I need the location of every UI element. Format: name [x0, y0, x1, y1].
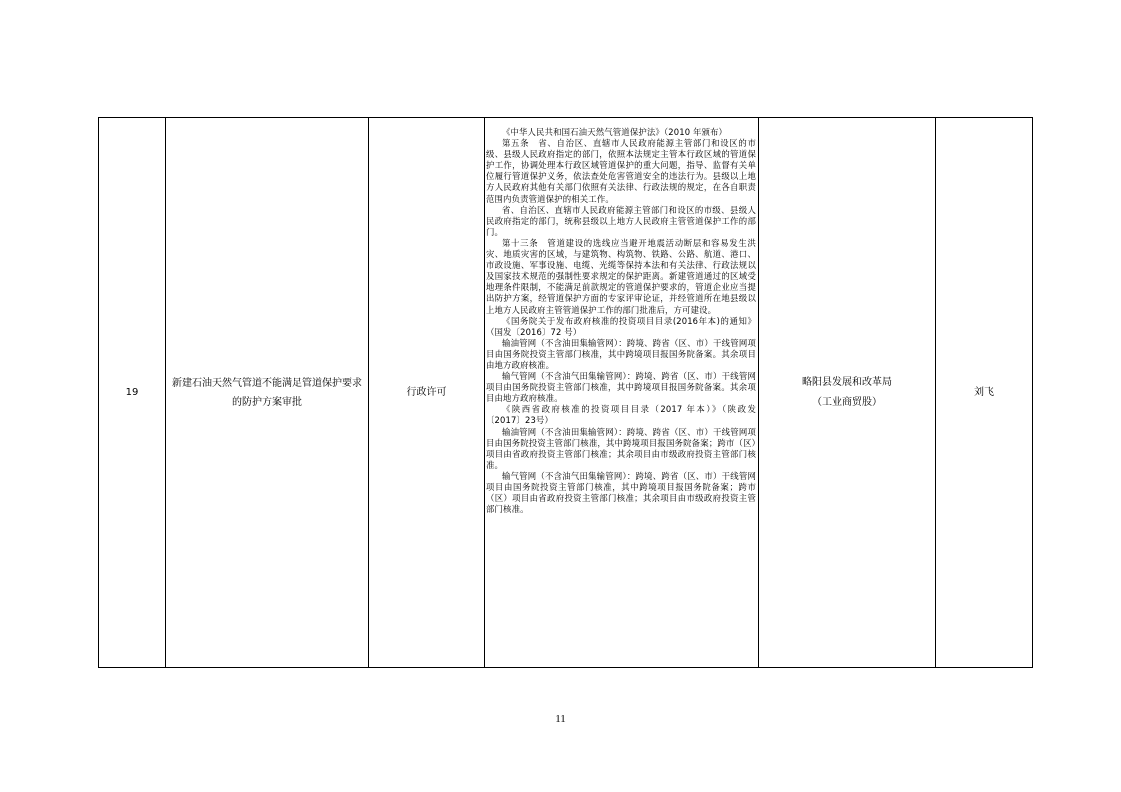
basis-paragraph: 第十三条 管道建设的选线应当避开地震活动断层和容易发生洪灾、地质灾害的区域，与建筑物、构筑物、铁路、公路、航道、港口、市政设施、军事设施、电缆、光缆等保持本法和有关法律、行政法规以及国家技术规范的强制性要求规定的保护距离。新建管道通过的区域受地理条件限制，不能满足前款规定的管道保护要求的，管道企业应当提出防护方案，经管道保护方面的专家评审论证，并经管道所在地县级以上地方人民政府主管管道保护工作的部门批准后，方可建设。 [486, 237, 756, 315]
legal-basis-cell [485, 118, 759, 668]
row-number-cell [99, 118, 166, 668]
department-name: 略阳县发展和改革局 [802, 376, 892, 388]
permission-table [98, 117, 1033, 668]
basis-paragraph: 省、自治区、直辖市人民政府能源主管部门和设区的市级、县级人民政府指定的部门，统称县级以上地方人民政府主管管道保护工作的部门。 [486, 204, 756, 237]
basis-paragraph: 《中华人民共和国石油天然气管道保护法》（2010 年颁布） [501, 127, 728, 137]
basis-paragraph: 输油管网（不含油田集输管网）：跨境、跨省（区、市）干线管网项目由国务院投资主管部门核准，其中跨境项目报国务院备案。其余项目由地方政府核准。 [486, 337, 756, 370]
basis-paragraph: 《国务院关于发布政府核准的投资项目目录(2016年本)的通知》（国发〔2016〕72 号） [486, 315, 756, 337]
power-type: 行政许可 [406, 386, 447, 398]
department-section: （工业商贸股） [812, 396, 882, 408]
legal-basis-text [485, 118, 758, 515]
item-name-cell [166, 118, 369, 668]
page-number: 11 [555, 713, 566, 725]
power-type-cell [369, 118, 485, 668]
item-name: 新建石油天然气管道不能满足管道保护要求的防护方案审批 [172, 377, 362, 408]
responsible-person-cell [936, 118, 1033, 668]
basis-paragraph: 输气管网（不含油气田集输管网）：跨境、跨省（区、市）干线管网项目由国务院投资主管部门核准，其中跨境项目报国务院备案；跨市（区）项目由省政府投资主管部门核准；其余项目由市级政府投资主管部门核准。 [486, 470, 756, 515]
department-cell [759, 118, 936, 668]
basis-paragraph: 输油管网（不含油田集输管网）：跨境、跨省（区、市）干线管网项目由国务院投资主管部门核准，其中跨境项目报国务院备案；跨市（区）项目由省政府投资主管部门核准；其余项目由市级政府投资主管部门核准。 [486, 426, 756, 470]
basis-paragraph: 第五条 省、自治区、直辖市人民政府能源主管部门和设区的市级、县级人民政府指定的部门，依照本法规定主管本行政区域的管道保护工作，协调处理本行政区域管道保护的重大问题，指导、监督有关单位履行管道保护义务，依法查处危害管道安全的违法行为。县级以上地方人民政府其他有关部门依照有关法律、行政法规的规定，在各自职责范围内负责管道保护的相关工作。 [486, 138, 756, 204]
table-row [99, 118, 1033, 668]
basis-paragraph: 《陕西省政府核准的投资项目目录（2017 年本）》（陕政发〔2017〕23号） [486, 404, 756, 426]
row-number: 19 [125, 386, 139, 398]
basis-paragraph: 输气管网（不含油气田集输管网）：跨境、跨省（区、市）干线管网项目由国务院投资主管部门核准，其中跨境项目报国务院备案。其余项目由地方政府核准。 [486, 371, 756, 404]
responsible-person: 刘飞 [974, 386, 994, 398]
